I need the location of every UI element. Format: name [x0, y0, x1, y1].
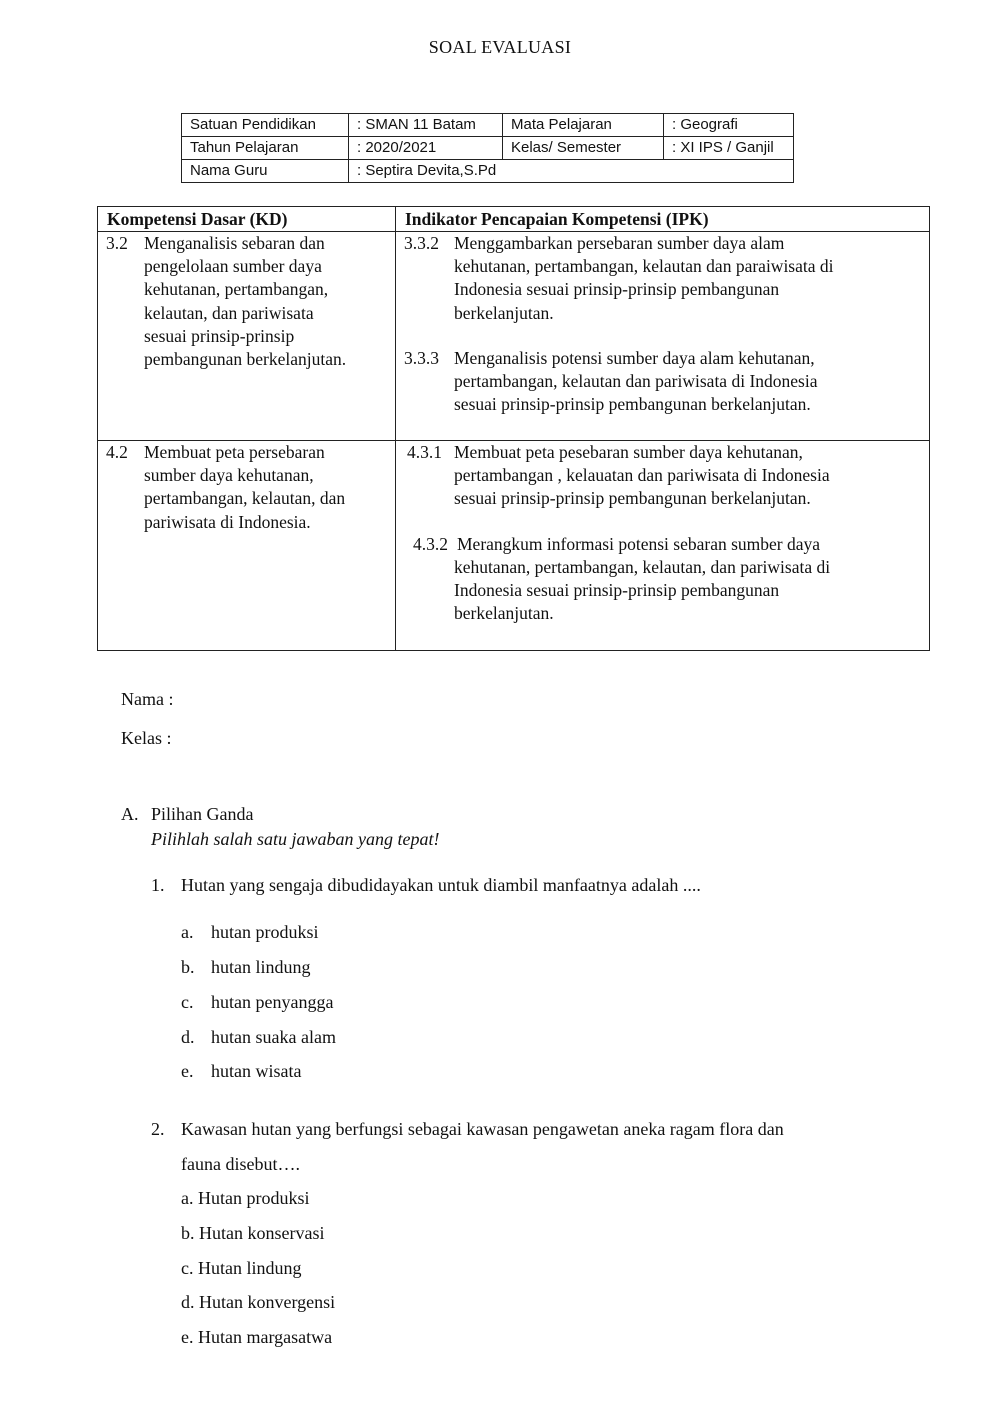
mapel-label: Mata Pelajaran [503, 114, 664, 137]
kd-item [98, 232, 395, 371]
kd-line: pembangunan berkelanjutan. [144, 349, 347, 370]
option-item [181, 1188, 310, 1209]
info-table [181, 113, 794, 183]
option-item [181, 1327, 332, 1348]
kd-line: Menganalisis sebaran dan [144, 233, 325, 253]
option-letter: b. [181, 957, 195, 977]
kelas-label: Kelas/ Semester [503, 137, 664, 160]
kd-line: sesuai prinsip-prinsip [144, 325, 295, 346]
nama-field-label: Nama : [121, 689, 174, 709]
ipk-line: kehutanan, pertambangan, kelautan dan paraiwisata di [454, 256, 834, 277]
kd-line: kehutanan, pertambangan, [144, 279, 329, 300]
section-letter: A. [121, 804, 139, 824]
option-text: hutan suaka alam [211, 1027, 336, 1047]
page-title: SOAL EVALUASI [428, 37, 572, 57]
ipk-line: berkelanjutan. [454, 603, 554, 624]
option-text: hutan penyangga [211, 992, 334, 1012]
option-letter: e. [181, 1327, 194, 1347]
guru-label: Nama Guru [182, 160, 349, 183]
kd-number: 3.2 [106, 233, 128, 253]
ipk-line: pertambangan , kelauatan dan pariwisata di Indonesia [454, 465, 830, 486]
ipk-header: Indikator Pencapaian Kompetensi (IPK) [396, 207, 930, 232]
option-item [181, 1223, 324, 1244]
ipk-number: 4.3.2 [413, 533, 448, 554]
ipk-line: Menganalisis potensi sumber daya alam kehutanan, [454, 347, 815, 368]
ipk-line: sesuai prinsip-prinsip pembangunan berkelanjutan. [454, 488, 811, 509]
option-letter: a. [181, 1188, 194, 1208]
ipk-item [396, 232, 929, 325]
question-text: fauna disebut…. [181, 1154, 300, 1174]
option-letter: e. [181, 1061, 194, 1081]
ipk-line: sesuai prinsip-prinsip pembangunan berkelanjutan. [454, 394, 811, 415]
ipk-line: kehutanan, pertambangan, kelautan, dan pariwisata di [454, 556, 831, 577]
kd-line: pertambangan, kelautan, dan [144, 488, 346, 509]
kelas-value: : XI IPS / Ganjil [664, 137, 794, 160]
option-letter: c. [181, 1258, 194, 1278]
option-letter: c. [181, 992, 194, 1012]
ipk-line: Menggambarkan persebaran sumber daya alam [454, 233, 785, 253]
ipk-line: Merangkum informasi potensi sebaran sumber daya [457, 533, 821, 554]
kd-number: 4.2 [106, 442, 128, 462]
option-item [181, 1292, 335, 1313]
question-text: Hutan yang sengaja dibudidayakan untuk diambil manfaatnya adalah .... [181, 875, 701, 895]
question-text: Kawasan hutan yang berfungsi sebagai kawasan pengawetan aneka ragam flora dan [181, 1119, 784, 1139]
ipk-item [396, 347, 929, 417]
ipk-number: 4.3.1 [407, 442, 442, 462]
kd-line: kelautan, dan pariwisata [144, 302, 314, 323]
option-text: hutan produksi [211, 922, 319, 942]
option-letter: d. [181, 1027, 195, 1047]
option-text: hutan wisata [211, 1061, 302, 1081]
ipk-line: berkelanjutan. [454, 302, 554, 323]
kd-item [98, 441, 395, 534]
kd-cell [98, 232, 396, 441]
guru-value: : Septira Devita,S.Pd [349, 160, 794, 183]
kd-line: pengelolaan sumber daya [144, 256, 322, 277]
option-text: Hutan konvergensi [199, 1292, 336, 1312]
option-letter: d. [181, 1292, 195, 1312]
satuan-value: : SMAN 11 Batam [349, 114, 503, 137]
option-text: Hutan produksi [198, 1188, 310, 1208]
tahun-value: : 2020/2021 [349, 137, 503, 160]
section-instruction: Pilihlah salah satu jawaban yang tepat! [151, 829, 440, 849]
option-text: Hutan margasatwa [198, 1327, 333, 1347]
ipk-item [396, 533, 929, 626]
ipk-line: Indonesia sesuai prinsip-prinsip pembangunan [454, 279, 780, 300]
kelas-field-label: Kelas : [121, 728, 172, 748]
ipk-number: 3.3.2 [404, 233, 439, 253]
option-text: Hutan lindung [198, 1258, 302, 1278]
satuan-label: Satuan Pendidikan [182, 114, 349, 137]
kd-cell [98, 441, 396, 651]
ipk-line: Membuat peta pesebaran sumber daya kehutanan, [454, 442, 803, 462]
mapel-value: : Geografi [664, 114, 794, 137]
ipk-line: Indonesia sesuai prinsip-prinsip pembangunan [454, 580, 780, 601]
option-text: hutan lindung [211, 957, 311, 977]
kd-header: Kompetensi Dasar (KD) [98, 207, 396, 232]
option-letter: b. [181, 1223, 195, 1243]
kd-line: Membuat peta persebaran [144, 442, 325, 462]
kd-line: sumber daya kehutanan, [144, 465, 314, 486]
question-number: 2. [151, 1119, 165, 1139]
option-text: Hutan konservasi [199, 1223, 325, 1243]
ipk-item [396, 441, 929, 511]
ipk-number: 3.3.3 [404, 347, 439, 368]
ipk-cell [396, 441, 930, 651]
section-title: Pilihan Ganda [151, 804, 254, 824]
option-item [181, 1258, 302, 1279]
ipk-line: pertambangan, kelautan dan pariwisata di Indonesia [454, 371, 818, 392]
tahun-label: Tahun Pelajaran [182, 137, 349, 160]
ipk-cell [396, 232, 930, 441]
kd-ipk-table [97, 206, 930, 651]
kd-line: pariwisata di Indonesia. [144, 511, 311, 532]
option-letter: a. [181, 922, 194, 942]
question-number: 1. [151, 875, 165, 895]
